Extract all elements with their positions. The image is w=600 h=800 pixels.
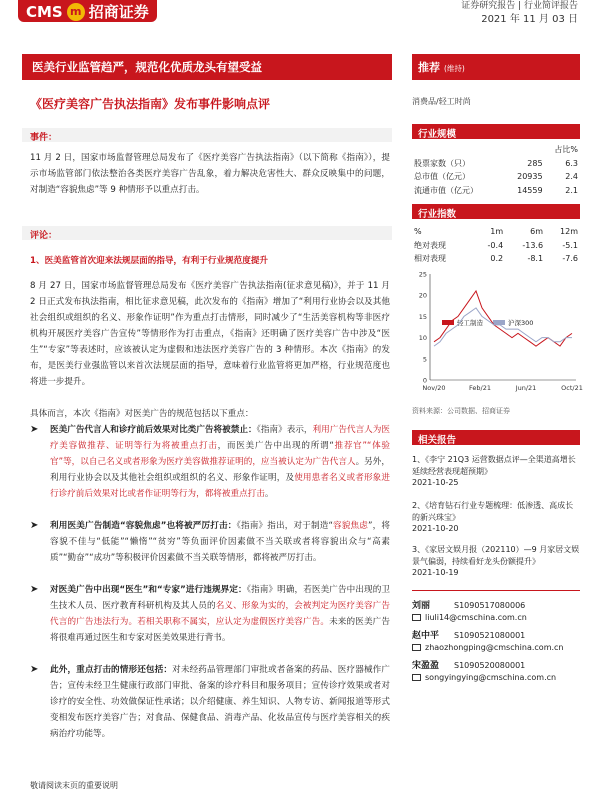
table-row bbox=[414, 158, 578, 170]
related-report[interactable] bbox=[412, 454, 580, 489]
index-col: 6m bbox=[530, 227, 544, 236]
email-icon bbox=[412, 674, 421, 681]
x-tick-label: Jun/21 bbox=[515, 384, 537, 392]
email-icon bbox=[412, 644, 421, 651]
index-col: % bbox=[414, 227, 422, 236]
y-tick-label: 25 bbox=[418, 270, 427, 279]
event-heading: 事件： bbox=[22, 128, 392, 142]
related-date: 2021-10-19 bbox=[412, 568, 459, 577]
bullet-2-red-a: 容貌焦虑 bbox=[332, 521, 369, 531]
analyst-email[interactable]: songyingying@cmschina.com.cn bbox=[425, 673, 557, 682]
bullet-1-text-b: ，而医美广告中出现的所谓“ bbox=[217, 441, 334, 451]
analyst-name: 刘丽 bbox=[412, 601, 431, 611]
paragraph-3: 具体而言，本次《指南》对医美广告的规范包括以下重点： bbox=[30, 409, 254, 419]
paragraph-2: 8 月 27 日，国家市场监督管理总局发布《医疗美容广告执法指南(征求意见稿)》，并于 11 月 2 日正式发布执法指南，相比征求意见稿，此次发布的《指南》增加了“利用行业协会以及其他社会组织或组织的名义、形象作证明”作为重点打击情形，同时减少了“生活美容机构等非医疗机构开展医疗美容广告宣传”等情形作为打击重点，《指南》还明确了医疗美容广告中涉及“医生”“专家”等表述时，应该被认定为虚假和违法医疗美容广告的 3 种情形。本次《指南》的发布，是医美行业强监管以来首次法规层面的指导，意味着行业监管将更加严格，行业规范度也将进一步提升。 bbox=[30, 281, 390, 387]
scale-pct: 2.1 bbox=[565, 185, 578, 195]
page-header bbox=[0, 0, 600, 36]
index-value: -0.4 bbox=[487, 240, 504, 250]
scale-label: 总市值（亿元） bbox=[414, 172, 470, 181]
bullet-2-text-a: 《指南》指出，对于制造“ bbox=[236, 521, 333, 531]
bullet-3-text-b: 未来的医美广告将很难再通过医生和专家对医美效果进行背书。 bbox=[50, 617, 390, 643]
scale-value: 285 bbox=[527, 158, 543, 168]
y-tick-label: 15 bbox=[418, 312, 427, 321]
series-line-2 bbox=[434, 308, 572, 346]
scale-label: 流通市值（亿元） bbox=[414, 185, 478, 195]
header-meta bbox=[461, 0, 578, 26]
bullet-3-bold: 对医美广告中出现“医生”和“专家”进行违规界定： bbox=[50, 585, 247, 595]
divider bbox=[412, 590, 580, 591]
chart-source: 资料来源：公司数据、招商证券 bbox=[412, 407, 510, 415]
analyst-name: 宋盈盈 bbox=[412, 661, 440, 671]
analyst-block bbox=[412, 630, 580, 654]
legend-label: 沪深300 bbox=[508, 319, 534, 327]
related-title[interactable]: 3、《家居文娱月报（202110）—9 月家居文娱景气偏弱，持续看好龙头份额提升》 bbox=[412, 545, 580, 566]
footer-note: 敬请阅读末页的重要说明 bbox=[30, 781, 118, 790]
index-value: -5.1 bbox=[562, 240, 578, 250]
index-value: -8.1 bbox=[527, 254, 544, 263]
bullet-2 bbox=[30, 518, 390, 566]
analyst-block bbox=[412, 660, 580, 684]
bullet-4-text: 对未经药品管理部门审批或者备案的药品、医疗器械作广告；宣传未经卫生健康行政部门审批、备案的诊疗科目和服务项目；宣传诊疗效果或者对诊疗的安全性、功效做保证性承诺；以介绍健康、养生知识、人物专访、新闻报道等形式变相发布医疗美容广告；对食品、保健食品、消毒产品、化妆品宣传与医疗美容相关的疾病治疗功能等。 bbox=[50, 665, 390, 739]
bullet-1-text-a: 《指南》表示， bbox=[256, 425, 313, 435]
related-date: 2021-10-20 bbox=[412, 524, 459, 533]
y-tick-label: 20 bbox=[418, 291, 427, 300]
x-tick-label: Nov/20 bbox=[422, 384, 446, 392]
series-line-1 bbox=[434, 291, 572, 346]
index-value: 0.2 bbox=[490, 254, 504, 263]
index-label: 绝对表现 bbox=[414, 240, 446, 250]
related-date: 2021-10-25 bbox=[412, 478, 459, 487]
scale-pct: 2.4 bbox=[565, 172, 578, 181]
analyst-name: 赵中平 bbox=[412, 631, 440, 641]
rating-note: (维持) bbox=[444, 64, 465, 73]
y-tick-label: 5 bbox=[422, 355, 427, 364]
index-col: 1m bbox=[490, 227, 504, 236]
sector-label: 消费品/轻工时尚 bbox=[412, 97, 471, 106]
bullet-1-text-d: 。 bbox=[264, 489, 274, 499]
table-row bbox=[414, 171, 578, 183]
y-tick-label: 10 bbox=[418, 334, 427, 343]
related-title[interactable]: 1、《李宁 21Q3 运营数据点评—全渠道高增长延续经营表现超预期》 bbox=[412, 455, 576, 476]
scale-heading: 行业规模 bbox=[412, 124, 580, 139]
x-tick-label: Oct/21 bbox=[561, 384, 583, 392]
report-type: 证券研究报告 | 行业简评报告 bbox=[461, 1, 578, 11]
index-label: 相对表现 bbox=[414, 254, 446, 263]
bullet-1 bbox=[30, 422, 390, 502]
analyst-cert: S1090517080006 bbox=[454, 601, 526, 610]
analyst-email[interactable]: liuli14@cmschina.com.cn bbox=[425, 613, 527, 622]
y-tick-label: 0 bbox=[422, 376, 427, 385]
bullet-4-bold: 此外，重点打击的情形还包括： bbox=[50, 665, 173, 675]
related-report[interactable] bbox=[412, 544, 580, 579]
bullet-3 bbox=[30, 582, 390, 646]
email-icon bbox=[412, 614, 421, 621]
index-col: 12m bbox=[560, 227, 578, 236]
banner-title: 医美行业监管趋严，规范化优质龙头有望受益 bbox=[22, 54, 392, 80]
bullet-3-red-a: 名义、形象为实的，会被判定为医疗美容广告代言的广告违法行为。若相关职称不属实，应认定为虚假医疗美容广告。 bbox=[50, 601, 390, 627]
arrow-icon: ➤ bbox=[30, 664, 39, 675]
bullet-1-bold: 医美广告代言人和诊疗前后效果对比类广告将被禁止： bbox=[50, 425, 257, 435]
bullet-1-red-a: 利用广告代言人为医疗美容做推荐、证明等行为将被重点打击 bbox=[50, 425, 390, 451]
scale-table bbox=[412, 142, 580, 198]
scale-pct: 6.3 bbox=[565, 158, 578, 168]
related-report[interactable] bbox=[412, 500, 580, 535]
bullet-2-text-b: ”，将容貌不佳与“低能”“懒惰”“贫穷”等负面评价因素做不当关联或者将容貌出众与“高素质”“勤奋”“成功”等积极评价因素做不当关联等情形，都将被严厉打击。 bbox=[50, 521, 390, 563]
scale-value: 14559 bbox=[517, 185, 543, 195]
legend-label: 轻工制造 bbox=[457, 319, 483, 327]
analyst-cert: S1090521080001 bbox=[454, 631, 526, 640]
index-value: -13.6 bbox=[522, 240, 544, 250]
bullet-1-red-c: 使用患者名义或者形象进行诊疗前后效果对比或者作证明等行为，都将被重点打击 bbox=[50, 473, 390, 499]
logo-text: CMS bbox=[26, 2, 63, 21]
related-title[interactable]: 2、《培育钻石行业专题梳理：低渗透、高成长的新兴珠宝》 bbox=[412, 501, 574, 522]
bullet-2-bold: 利用医美广告制造“容貌焦虑”也将被严厉打击： bbox=[50, 521, 237, 531]
bullet-1-red-b: 推荐官”“体验官”等，以自己名义或者形象为医疗美容做推荐证明的，应当被认定为广告代言人 bbox=[50, 441, 391, 467]
report-subtitle: 《医疗美容广告执法指南》发布事件影响点评 bbox=[30, 97, 271, 111]
arrow-icon: ➤ bbox=[30, 424, 39, 435]
comment-heading: 评论： bbox=[22, 226, 392, 240]
event-paragraph: 11 月 2 日，国家市场监督管理总局发布了《医疗美容广告执法指南》（以下简称《指南》），提示市场监管部门依法整治各类医疗美容广告乱象，着力解决危害性大、群众反映集中的问题，对制造“容貌焦虑”等 9 种情形予以重点打击。 bbox=[30, 153, 390, 195]
related-heading: 相关报告 bbox=[412, 430, 580, 445]
index-value: -7.6 bbox=[562, 254, 578, 263]
cms-logo bbox=[18, 0, 157, 22]
report-date: 2021 年 11 月 03 日 bbox=[481, 14, 578, 25]
bullet-1-text-c: 。另外，利用行业协会以及其他社会组织或组织的名义、形象作证明，及 bbox=[50, 457, 390, 483]
index-heading: 行业指数 bbox=[412, 204, 580, 219]
logo-badge-icon: m bbox=[67, 3, 85, 21]
scale-label: 股票家数（只） bbox=[414, 158, 470, 168]
bullet-4 bbox=[30, 662, 390, 742]
arrow-icon: ➤ bbox=[30, 520, 39, 531]
index-table bbox=[412, 224, 580, 267]
analyst-email[interactable]: zhaozhongping@cmschina.com.cn bbox=[425, 643, 564, 652]
scale-value: 20935 bbox=[517, 172, 543, 181]
rating-label: 推荐 bbox=[418, 61, 440, 74]
table-row bbox=[414, 253, 578, 265]
analyst-block bbox=[412, 600, 580, 624]
x-tick-label: Feb/21 bbox=[469, 384, 491, 392]
table-row bbox=[414, 185, 578, 197]
analyst-cert: S1090520080001 bbox=[454, 661, 526, 670]
rating-bar bbox=[412, 54, 580, 80]
arrow-icon: ➤ bbox=[30, 584, 39, 595]
point-1-heading: 1、医美监管首次迎来法规层面的指导，有利于行业规范度提升 bbox=[30, 256, 269, 266]
table-row bbox=[414, 240, 578, 252]
index-chart bbox=[412, 268, 583, 404]
logo-cn-text: 招商证券 bbox=[88, 3, 149, 21]
bullet-3-text-a: 《指南》明确，若医美广告中出现的卫生技术人员、医疗教育科研机构及其人员的 bbox=[50, 585, 391, 611]
scale-col-pct: 占比% bbox=[554, 145, 578, 154]
